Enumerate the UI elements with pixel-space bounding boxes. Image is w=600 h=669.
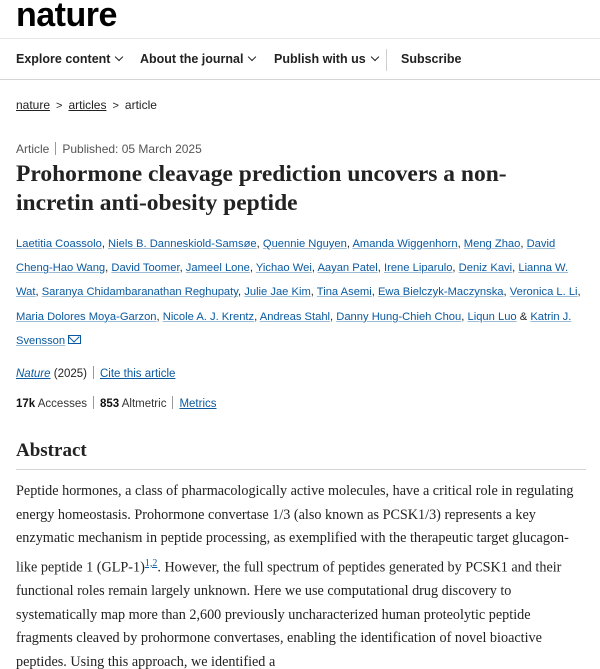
author-link[interactable]: Laetitia Coassolo (16, 238, 102, 250)
article-year: (2025) (53, 368, 87, 380)
author-list: Laetitia Coassolo, Niels B. Danneskiold-Samsøe, Quennie Nguyen, Amanda Wiggenhorn, Meng Zhao, David Cheng-Hao Wang, David Toomer, Jameel Lone, Yichao Wei, Aayan Patel, Irene Liparulo, Deniz Kavi, Lianna W. Wat, Saranya Chidambaranathan Reghupaty, Julie Jae Kim, Tina Asemi, Ewa Bielczyk-Maczynska, Veronica L. Li, Maria Dolores Moya-Garzon, Nicole A. J. Krentz, Andreas Stahl, Danny Hung-Chieh Chou, Liqun Luo & Katrin J. Svensson (16, 238, 581, 347)
journal-link[interactable]: Nature (16, 368, 51, 380)
author-link[interactable]: Meng Zhao (463, 238, 521, 250)
chevron-down-icon (248, 53, 256, 61)
nature-logo[interactable]: nature (16, 0, 117, 34)
accesses-count: 17k (16, 398, 36, 410)
author-link[interactable]: Amanda Wiggenhorn (352, 238, 458, 250)
metrics-divider (172, 396, 173, 409)
abstract-heading: Abstract (16, 440, 87, 461)
cite-this-article-link[interactable]: Cite this article (99, 368, 176, 380)
abstract-text-part-2: . However, the full spectrum of peptides generated by PCSK1 and their functional roles remain largely unknown. Here we use computational drug discovery to systematically map more than 2,600 previously uncharacterized human proteolytic peptide fragments cleaved by prohormone convertases, enabling the identification of novel bioactive peptides. Using this approach, we identified a (16, 559, 562, 669)
chevron-right-icon: > (112, 100, 119, 112)
accesses-label: Accesses (37, 398, 87, 410)
nav-divider (386, 49, 387, 71)
author-link[interactable]: Nicole A. J. Krentz (162, 310, 255, 323)
breadcrumb (16, 98, 157, 112)
nav-explore-label: Explore content (16, 52, 111, 66)
nav-explore-content[interactable] (16, 52, 122, 66)
author-link[interactable]: Jameel Lone (185, 262, 250, 275)
abstract-text (16, 480, 588, 669)
author-link[interactable]: David Toomer (111, 262, 180, 275)
nav-about-label: About the journal (140, 52, 244, 66)
top-navigation (0, 38, 600, 80)
metrics-divider (93, 396, 94, 409)
author-link[interactable]: Ewa Bielczyk-Maczynska (377, 286, 504, 299)
cite-divider (93, 366, 94, 379)
metrics-link[interactable]: Metrics (179, 398, 217, 410)
author-link[interactable]: Veronica L. Li (509, 286, 578, 299)
author-link[interactable]: Deniz Kavi (458, 262, 513, 275)
citation-line (16, 366, 175, 380)
altmetric-count: 853 (99, 398, 120, 410)
author-link[interactable]: Saranya Chidambaranathan Reghupaty (41, 286, 239, 299)
breadcrumb-current: article (124, 98, 157, 112)
author-link[interactable]: Yichao Wei (255, 262, 312, 275)
author-link[interactable]: Irene Liparulo (384, 262, 453, 275)
author-link[interactable]: Katrin J. Svensson (16, 310, 572, 347)
author-link[interactable]: Tina Asemi (316, 286, 372, 299)
nav-about-journal[interactable] (140, 52, 255, 66)
author-link[interactable]: Quennie Nguyen (262, 238, 347, 250)
author-link[interactable]: Julie Jae Kim (244, 286, 311, 299)
author-link[interactable]: Maria Dolores Moya-Garzon (16, 310, 157, 323)
article-title: Prohormone cleavage prediction uncovers a non-incretin anti-obesity peptide (16, 161, 507, 216)
abstract-divider (16, 469, 586, 470)
breadcrumb-articles[interactable]: articles (68, 98, 107, 112)
author-link[interactable]: David Cheng-Hao Wang (16, 238, 556, 275)
nav-publish-with-us[interactable] (274, 52, 378, 66)
breadcrumb-nature[interactable]: nature (16, 98, 51, 112)
chevron-down-icon (115, 53, 123, 61)
reference-link[interactable]: 1,2 (144, 557, 158, 569)
author-conjunction: & (519, 310, 528, 323)
email-icon[interactable] (68, 335, 81, 344)
altmetric-label: Altmetric (121, 398, 167, 410)
meta-divider (55, 142, 56, 155)
article-type: Article (16, 142, 50, 156)
nav-subscribe[interactable]: Subscribe (401, 52, 462, 66)
article-metrics (16, 396, 217, 410)
chevron-right-icon: > (56, 100, 63, 112)
author-link[interactable]: Niels B. Danneskiold-Samsøe (108, 238, 257, 250)
published-date: Published: 05 March 2025 (62, 142, 202, 156)
author-link[interactable]: Danny Hung-Chieh Chou (336, 310, 462, 323)
chevron-down-icon (370, 53, 378, 61)
author-link[interactable]: Liqun Luo (467, 310, 517, 323)
article-meta (16, 142, 202, 156)
author-link[interactable]: Andreas Stahl (259, 310, 331, 323)
nav-publish-label: Publish with us (274, 52, 366, 66)
author-link[interactable]: Lianna W. Wat (16, 262, 569, 299)
abstract-text-part-1: Peptide hormones, a class of pharmacologically active molecules, have a critical role in regulating energy homeostasis. Prohormone convertase 1/3 (also known as PCSK1/3) represents a key enzymatic mechanism in peptide processing, as exemplified with the therapeutic target glucagon-like peptide 1 (GLP-1) (16, 483, 574, 576)
author-link[interactable]: Aayan Patel (317, 262, 378, 275)
